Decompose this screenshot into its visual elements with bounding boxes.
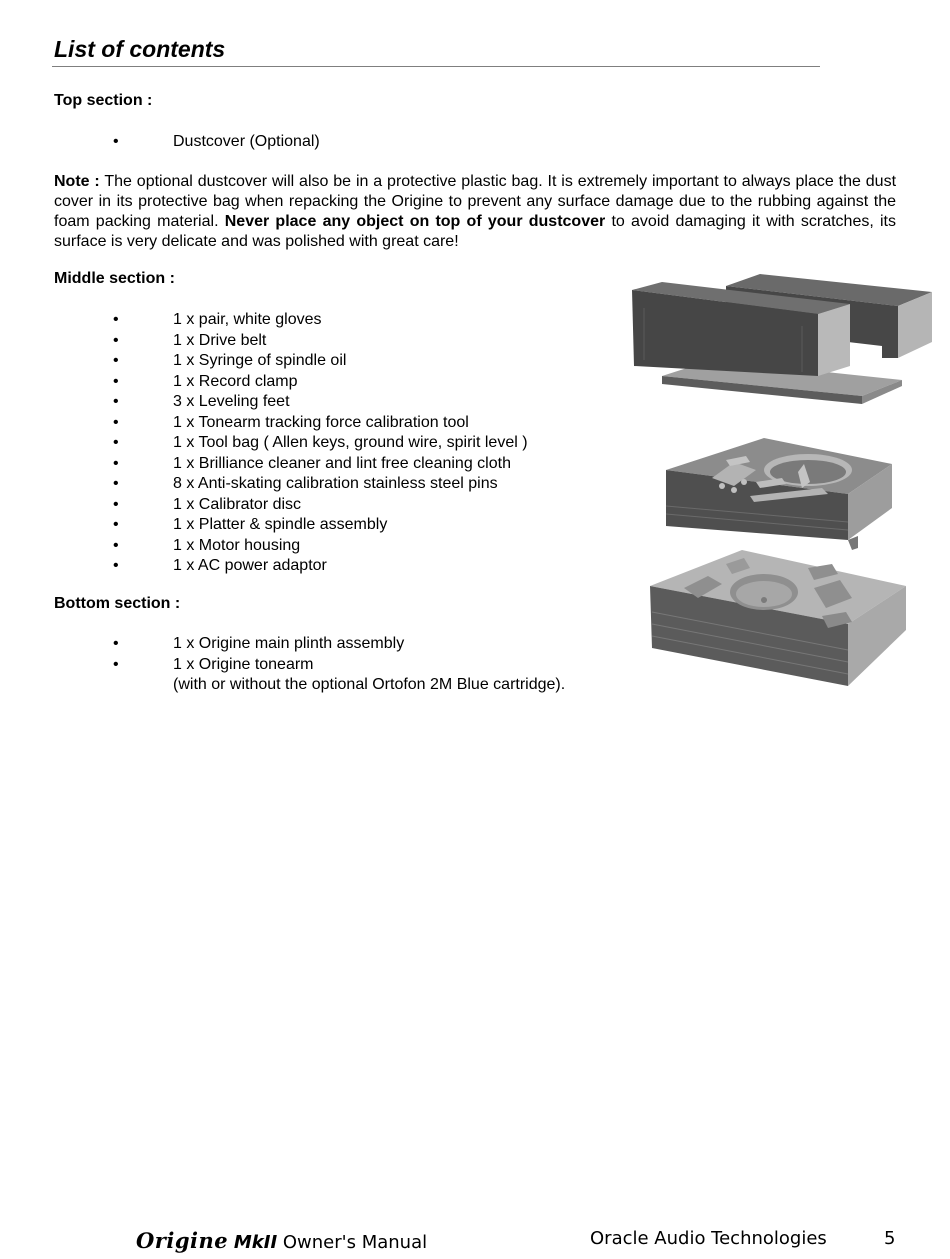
bullet-icon: • <box>113 434 119 451</box>
bullet-icon: • <box>113 557 119 574</box>
note-label: Note : <box>54 173 100 190</box>
list-item-text: 1 x Tool bag ( Allen keys, ground wire, spirit level ) <box>173 434 528 451</box>
footer-manual-label: Owner's Manual <box>282 1232 428 1253</box>
list-item-text: 1 x Motor housing <box>173 536 301 554</box>
bullet-icon: • <box>113 311 119 328</box>
note-text-end: to avoid damaging it with scratches, its surface is very delicate and was polished with great care! <box>54 213 896 250</box>
bullet-icon: • <box>113 133 119 150</box>
bullet-icon: • <box>113 413 119 431</box>
footer-company: Oracle Audio Technologies <box>590 1228 827 1249</box>
list-item <box>0 474 528 495</box>
page-number: 5 <box>884 1228 896 1249</box>
list-item-text: 1 x Origine main plinth assembly <box>173 635 405 652</box>
bullet-icon: • <box>113 635 119 652</box>
list-item <box>0 310 528 331</box>
list-item <box>0 556 528 577</box>
bottom-section-foam-graphic <box>650 550 906 686</box>
list-item-text: 8 x Anti-skating calibration stainless steel pins <box>173 475 498 492</box>
bullet-icon: • <box>113 536 119 554</box>
packaging-illustration <box>622 268 938 688</box>
bullet-icon: • <box>113 331 119 349</box>
list-item <box>0 536 528 557</box>
page-title: List of contents <box>54 36 226 62</box>
origine-logo: Origine <box>136 1228 229 1253</box>
top-section-list <box>0 132 320 153</box>
list-item-text: 3 x Leveling feet <box>173 393 290 410</box>
list-item <box>0 413 528 434</box>
bullet-icon: • <box>113 495 119 513</box>
list-item <box>0 351 528 372</box>
title-divider <box>52 66 820 67</box>
bullet-icon: • <box>113 352 119 369</box>
list-item-text: Dustcover (Optional) <box>173 133 320 150</box>
footer-brand <box>136 1228 427 1253</box>
list-item-text: 1 x pair, white gloves <box>173 311 322 328</box>
note-warning: Never place any object on top of your dustcover <box>224 213 606 230</box>
list-item <box>0 495 528 516</box>
list-item-text: 1 x Drive belt <box>173 331 267 349</box>
list-item-subtext: (with or without the optional Ortofon 2M Blue cartridge). <box>173 676 566 693</box>
list-item <box>0 634 565 655</box>
list-item-text: 1 x Platter & spindle assembly <box>173 516 388 533</box>
bullet-icon: • <box>113 516 119 533</box>
list-item-text: 1 x Origine tonearm <box>173 655 314 673</box>
note-paragraph <box>54 172 896 252</box>
note-text: The optional dustcover will also be in a protective plastic bag. It is extremely important to always place the dust cover in its protective bag when repacking the Origine to prevent any surface damage due to the rubbing against the foam packing material. <box>54 173 897 230</box>
bullet-icon: • <box>113 454 119 472</box>
list-item-text: 1 x Tonearm tracking force calibration tool <box>173 413 469 431</box>
list-item <box>0 132 320 153</box>
list-item-text: 1 x Record clamp <box>173 372 298 390</box>
footer-model: MkII <box>233 1232 278 1253</box>
list-item <box>0 372 528 393</box>
list-item-text: 1 x Brilliance cleaner and lint free cleaning cloth <box>173 454 511 472</box>
bottom-section-heading: Bottom section : <box>54 595 181 612</box>
top-section-foam-graphic <box>632 274 932 404</box>
middle-section-heading: Middle section : <box>54 270 175 287</box>
middle-section-foam-graphic <box>666 438 892 550</box>
bullet-icon: • <box>113 655 119 673</box>
list-item-text: 1 x AC power adaptor <box>173 557 327 574</box>
top-section-heading: Top section : <box>54 92 153 109</box>
list-item <box>0 515 528 536</box>
bullet-icon: • <box>113 475 119 492</box>
middle-section-list <box>0 310 528 577</box>
list-item <box>0 655 565 696</box>
bottom-section-list <box>0 634 565 696</box>
bullet-icon: • <box>113 372 119 390</box>
list-item <box>0 331 528 352</box>
bullet-icon: • <box>113 393 119 410</box>
list-item <box>0 392 528 413</box>
list-item <box>0 454 528 475</box>
list-item-text: 1 x Calibrator disc <box>173 495 302 513</box>
list-item <box>0 433 528 454</box>
list-item-text: 1 x Syringe of spindle oil <box>173 352 347 369</box>
